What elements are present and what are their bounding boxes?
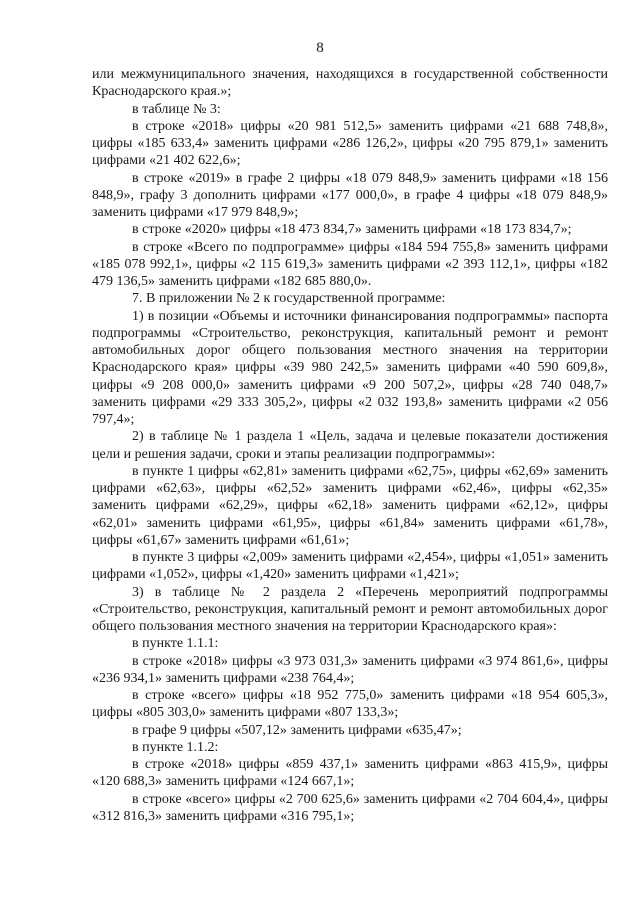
paragraph: в строке «2018» цифры «859 437,1» заменить цифрами «863 415,9», цифры «120 688,3» заменить цифрами «124 667,1»; xyxy=(92,757,608,790)
paragraph: в строке «2020» цифры «18 473 834,7» заменить цифрами «18 173 834,7»; xyxy=(132,222,572,238)
paragraph: в строке «всего» цифры «18 952 775,0» заменить цифрами «18 954 605,3», цифры «805 303,0» заменить цифрами «807 133,3»; xyxy=(92,688,608,721)
paragraph: в таблице № 3: xyxy=(132,101,221,117)
page-number: 8 xyxy=(316,40,324,56)
paragraph: 3) в таблице № 2 раздела 2 «Перечень мероприятий подпрограммы «Строительство, реконструкция, капитальный ремонт и ремонт автомобильных дорог общего пользования местного значения на территории Краснодарского края»: xyxy=(92,584,608,634)
paragraph: в пункте 1 цифры «62,81» заменить цифрами «62,75», цифры «62,69» заменить цифрами «62,63», цифры «62,52» заменить цифрами «62,46», цифры «62,35» заменить цифрами «62,29», цифры «62,18» заменить цифрами «62,12», цифры «62,01» заменить цифрами «61,95», цифры «61,84» заменить цифрами «61,78», цифры «61,67» заменить цифрами «61,61»; xyxy=(92,463,608,548)
paragraph: в строке «2019» в графе 2 цифры «18 079 848,9» заменить цифрами «18 156 848,9», графу 3 дополнить цифрами «177 000,0», в графе 4 цифры «18 079 848,9» заменить цифрами «17 979 848,9»; xyxy=(92,170,608,220)
document-body xyxy=(92,66,608,825)
paragraph: 7. В приложении № 2 к государственной программе: xyxy=(132,291,446,307)
paragraph: в графе 9 цифры «507,12» заменить цифрами «635,47»; xyxy=(132,722,462,738)
paragraph: в пункте 3 цифры «2,009» заменить цифрами «2,454», цифры «1,051» заменить цифрами «1,052», цифры «1,420» заменить цифрами «1,421»; xyxy=(92,550,608,583)
paragraph: 2) в таблице № 1 раздела 1 «Цель, задача и целевые показатели достижения цели и решения задачи, сроки и этапы реализации подпрограммы»: xyxy=(92,429,608,462)
paragraph: в строке «Всего по подпрограмме» цифры «184 594 755,8» заменить цифрами «185 078 992,1», цифры «2 115 619,3» заменить цифрами «2 393 112,1», цифры «182 479 136,5» заменить цифрами «182 685 880,0». xyxy=(92,239,608,289)
paragraph: в пункте 1.1.1: xyxy=(132,636,219,652)
paragraph: в пункте 1.1.2: xyxy=(132,739,219,755)
paragraph: 1) в позиции «Объемы и источники финансирования подпрограммы» паспорта подпрограммы «Строительство, реконструкция, капитальный ремонт и ремонт автомобильных дорог общего пользования местного значения на территории Краснодарского края» цифры «39 980 242,5» заменить цифрами «40 590 609,8», цифры «9 208 000,0» заменить цифрами «9 200 507,2», цифры «28 740 048,7» заменить цифрами «29 333 305,2», цифры «2 032 193,8» заменить цифрами «2 056 797,4»; xyxy=(92,308,608,427)
paragraph: в строке «2018» цифры «3 973 031,3» заменить цифрами «3 974 861,6», цифры «236 934,1» заменить цифрами «238 764,4»; xyxy=(92,653,608,686)
paragraph: в строке «2018» цифры «20 981 512,5» заменить цифрами «21 688 748,8», цифры «185 633,4» заменить цифрами «286 126,2», цифры «20 795 879,1» заменить цифрами «21 402 622,6»; xyxy=(92,118,608,169)
paragraph: в строке «всего» цифры «2 700 625,6» заменить цифрами «2 704 604,4», цифры «312 816,3» заменить цифрами «316 795,1»; xyxy=(92,791,608,824)
paragraph: или межмуниципального значения, находящихся в государственной собственности Краснодарского края.»; xyxy=(92,67,608,100)
